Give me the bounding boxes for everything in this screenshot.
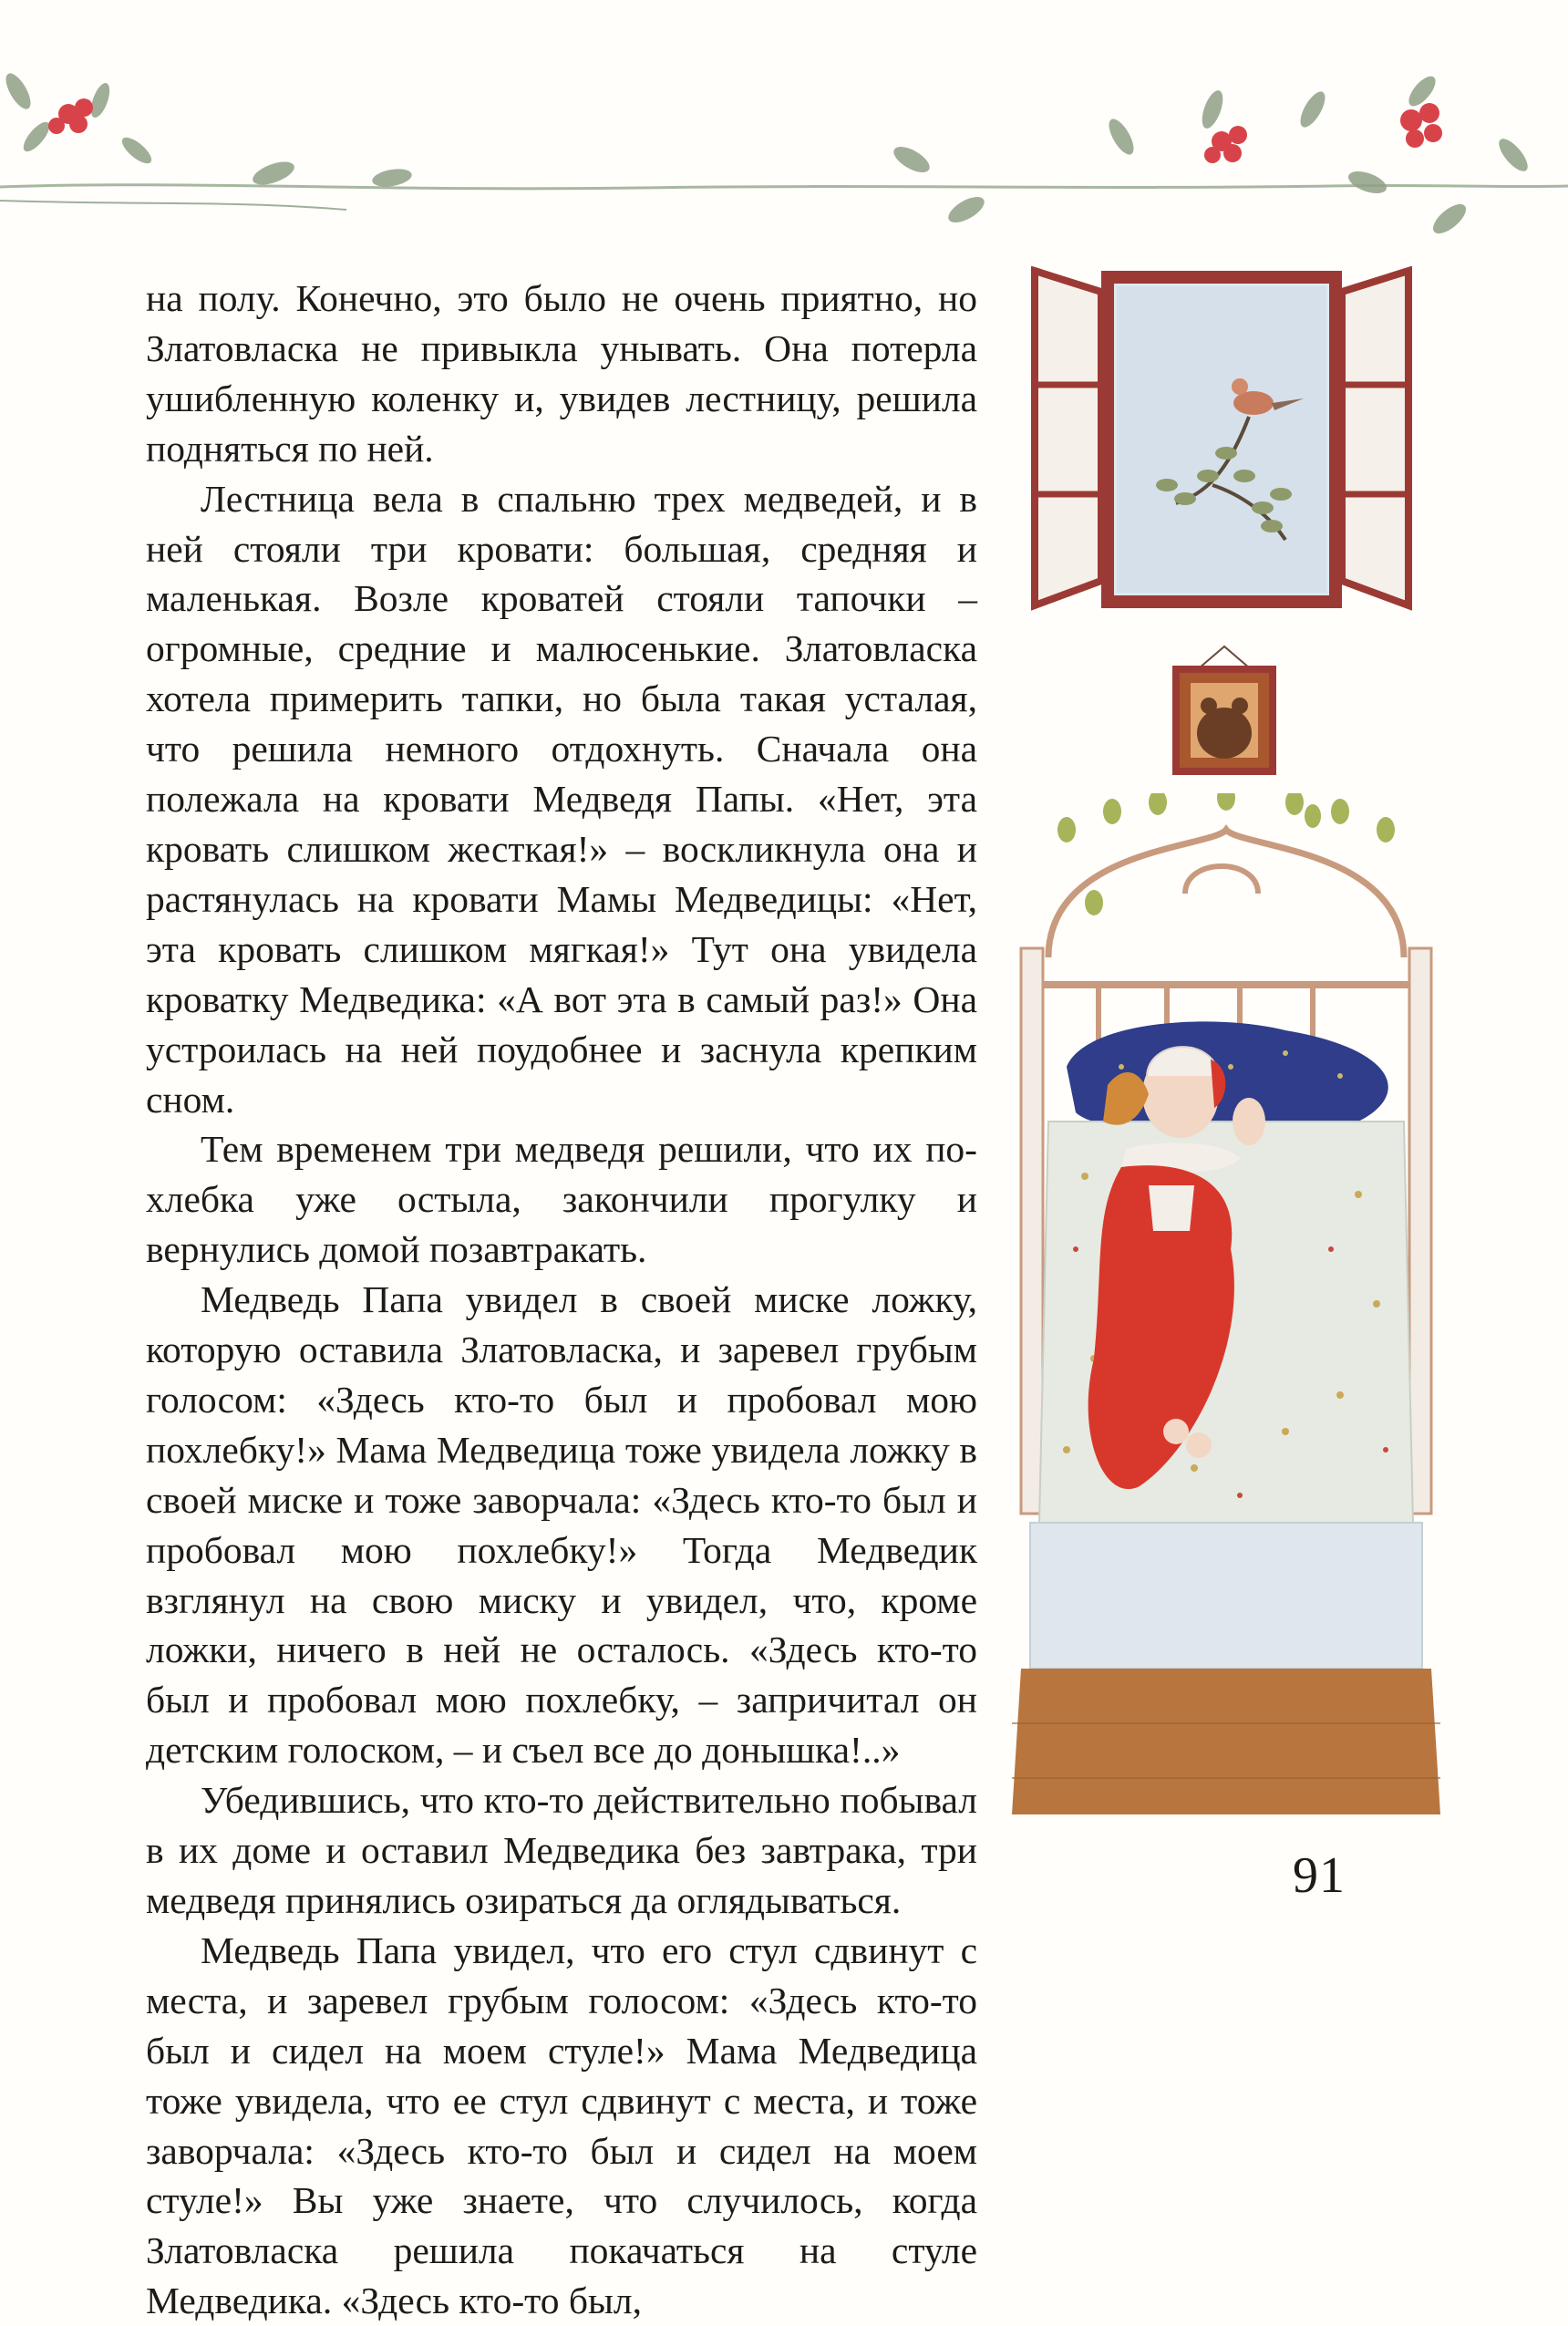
story-text	[146, 274, 977, 2326]
window-with-bird-illustration	[1030, 266, 1413, 613]
paragraph: Убедившись, что кто-то действительно побывал в их доме и оставил Медведика без завтрака, три медведя принялись озираться да оглядываться.	[146, 1779, 977, 1921]
floral-garland-illustration	[0, 73, 1568, 255]
bear-portrait-illustration	[1165, 642, 1284, 779]
page-number: 91	[1293, 1847, 1346, 1904]
sleeping-girl-bed-illustration	[1012, 793, 1440, 1814]
paragraph: Медведь Папа увидел, что его стул сдвинут с места, и заревел грубым голосом: «Здесь кто-то был и сидел на моем стуле!» Мама Медведица тоже увидела, что ее стул сдвинут с места, и тоже заворчала: «Здесь кто-то был и сидел на моем стуле!» Вы уже знаете, что случилось, когда Златовласка решила покачаться на стуле Медведика. «Здесь кто-то был,	[146, 1928, 977, 2322]
paragraph: на полу. Конечно, это было не очень приятно, но Златовласка не привыкла унывать. Она потерла ушибленную коленку и, увидев лестницу, решила подняться по ней.	[146, 277, 977, 470]
paragraph: Тем временем три медведя решили, что их похлебка уже остыла, закончили прогулку и вернулись домой позавтракать.	[146, 1128, 977, 1271]
paragraph: Медведь Папа увидел в своей миске ложку, которую оставила Златовласка, и заревел грубым голосом: «Здесь кто-то был и пробовал мою похлебку!» Мама Медведица тоже увидела ложку в своей миске и тоже заворчала: «Здесь кто-то был и пробовал мою похлебку!» Тогда Медведик взглянул на свою миску и увидел, что, кроме ложки, ничего в ней не осталось. «Здесь кто-то был и пробовал мою похлебку, – запричитал он детским голоском, – и съел все до донышка!..»	[146, 1278, 977, 1772]
paragraph: Лестница вела в спальню трех медведей, и в ней стояли три кровати: большая, средняя и маленькая. Возле кроватей стояли тапочки – огромные, средние и малюсенькие. Златовласка хотела примерить тапки, но была такая усталая, что решила немного отдохнуть. Сначала она полежала на кровати Медведя Папы. «Нет, эта кровать слишком жесткая!» – воскликнула она и растянулась на кровати Мамы Медведицы: «Нет, эта кровать слишком мягкая!» Тут она увидела кроватку Медведика: «А вот эта в самый раз!» Она устроилась на ней поудобнее и заснула крепким сном.	[146, 477, 977, 1121]
